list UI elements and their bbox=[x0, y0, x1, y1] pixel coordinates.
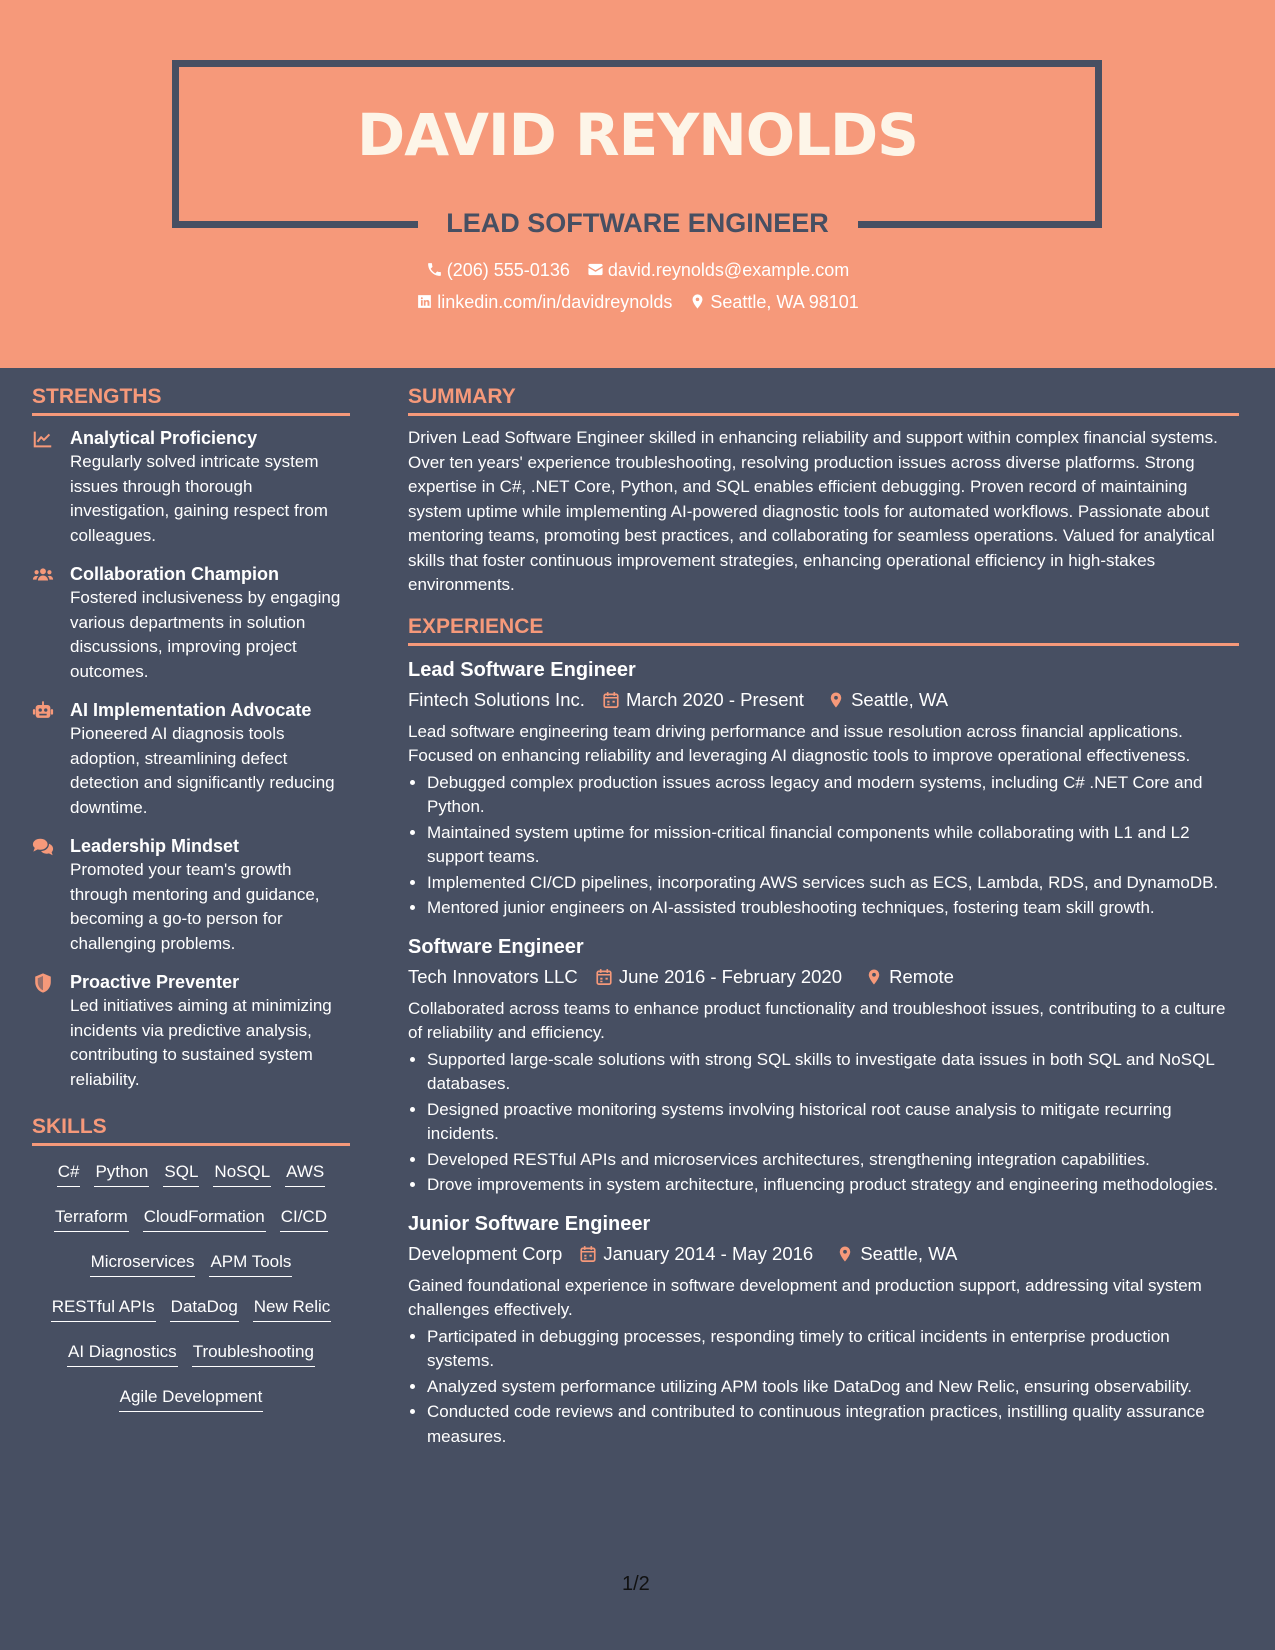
skill-tag: Python bbox=[94, 1160, 149, 1187]
job-position: Software Engineer bbox=[408, 935, 584, 958]
job-meta bbox=[408, 1240, 1239, 1268]
job-bullet: • Drove improvements in system architecture, influencing product strategy and engineering methodologies. bbox=[427, 1173, 1239, 1198]
skill-row bbox=[32, 1385, 350, 1430]
map-pin-icon bbox=[865, 968, 883, 986]
calendar-icon bbox=[595, 968, 613, 986]
page-number: 1/2 bbox=[622, 1573, 650, 1595]
job-location: Remote bbox=[889, 965, 954, 987]
strength-title: Leadership Mindset bbox=[70, 836, 240, 856]
resume-header bbox=[0, 0, 1275, 368]
strength-item bbox=[32, 426, 350, 548]
contact-linkedin[interactable] bbox=[416, 290, 672, 314]
strength-desc: Regularly solved intricate system issues through thorough investigation, gaining respect from colleagues. bbox=[70, 452, 328, 545]
job-bullets bbox=[408, 771, 1239, 921]
job-entry bbox=[408, 1210, 1239, 1450]
robot-icon bbox=[32, 700, 54, 722]
experience-heading: EXPERIENCE bbox=[408, 614, 1239, 646]
strength-desc: Promoted your team's growth through mentoring and guidance, becoming a go-to person for challenging problems. bbox=[70, 860, 320, 953]
phone-text: (206) 555-0136 bbox=[446, 260, 570, 280]
right-column bbox=[408, 384, 1239, 1461]
job-entry bbox=[408, 656, 1239, 921]
job-meta bbox=[408, 963, 1239, 991]
skills-section bbox=[32, 1114, 350, 1430]
job-dates: March 2020 - Present bbox=[626, 688, 804, 710]
left-column bbox=[32, 384, 350, 1430]
contact-location bbox=[689, 290, 858, 314]
strength-title: Analytical Proficiency bbox=[70, 428, 258, 448]
email-text: david.reynolds@example.com bbox=[607, 260, 850, 280]
contact-email[interactable] bbox=[587, 258, 849, 282]
location-text: Seattle, WA 98101 bbox=[710, 292, 859, 312]
job-bullets bbox=[408, 1048, 1239, 1198]
candidate-name: DAVID REYNOLDS bbox=[357, 101, 918, 169]
skill-tag: APM Tools bbox=[209, 1250, 292, 1277]
contact-row-1 bbox=[0, 258, 1275, 282]
job-bullet: • Participated in debugging processes, responding timely to critical incidents in enterprise production systems. bbox=[427, 1325, 1239, 1374]
strength-item bbox=[32, 834, 350, 956]
skill-row bbox=[32, 1295, 350, 1340]
job-description: Gained foundational experience in software development and production support, addressing vital system challenges effectively. bbox=[408, 1275, 1202, 1319]
skill-tag: RESTful APIs bbox=[51, 1295, 156, 1322]
job-position: Lead Software Engineer bbox=[408, 658, 636, 681]
job-bullet: • Conducted code reviews and contributed to continuous integration practices, instilling quality assurance measures. bbox=[427, 1400, 1239, 1449]
job-bullets bbox=[408, 1325, 1239, 1450]
job-title: LEAD SOFTWARE ENGINEER bbox=[446, 208, 829, 238]
job-bullet: • Maintained system uptime for mission-critical financial components while collaborating with L1 and L2 support teams. bbox=[427, 821, 1239, 870]
job-location: Seattle, WA bbox=[860, 1242, 958, 1264]
summary-heading: SUMMARY bbox=[408, 384, 1239, 416]
skill-tag: New Relic bbox=[253, 1295, 332, 1322]
linkedin-text: linkedin.com/in/davidreynolds bbox=[437, 292, 673, 312]
linkedin-icon bbox=[416, 293, 433, 310]
job-dates: June 2016 - February 2020 bbox=[618, 965, 843, 987]
skill-tag: Troubleshooting bbox=[192, 1340, 315, 1367]
contact-phone[interactable] bbox=[426, 258, 570, 282]
skills-heading: SKILLS bbox=[32, 1114, 350, 1146]
job-entry bbox=[408, 933, 1239, 1198]
job-meta bbox=[408, 686, 1239, 714]
strength-item bbox=[32, 970, 350, 1092]
skill-tag: NoSQL bbox=[213, 1160, 271, 1187]
strength-item bbox=[32, 562, 350, 684]
job-description: Lead software engineering team driving performance and issue resolution across financial applications. Focused on enhancing reliability and leveraging AI diagnostic tools to improve operational effectiveness. bbox=[408, 721, 1191, 765]
chart-line-icon bbox=[32, 428, 54, 450]
strength-title: Proactive Preventer bbox=[70, 972, 240, 992]
skill-tag: C# bbox=[57, 1160, 81, 1187]
job-location: Seattle, WA bbox=[851, 688, 949, 710]
skill-row bbox=[32, 1340, 350, 1385]
comments-icon bbox=[32, 836, 54, 858]
map-pin-icon bbox=[836, 1245, 854, 1263]
skill-tag: AWS bbox=[285, 1160, 325, 1187]
job-company: Development Corp bbox=[408, 1242, 563, 1264]
job-company: Fintech Solutions Inc. bbox=[408, 688, 585, 710]
job-bullet: • Supported large-scale solutions with strong SQL skills to investigate data issues in both SQL and NoSQL databases. bbox=[427, 1048, 1239, 1097]
contact-row-2 bbox=[0, 290, 1275, 314]
skill-tag: CloudFormation bbox=[143, 1205, 266, 1232]
job-bullet: • Implemented CI/CD pipelines, incorporating AWS services such as ECS, Lambda, RDS, and DynamoDB. bbox=[427, 871, 1239, 896]
job-bullet: • Developed RESTful APIs and microservices architectures, strengthening integration capabilities. bbox=[427, 1148, 1239, 1173]
skill-tag: SQL bbox=[163, 1160, 199, 1187]
strength-item bbox=[32, 698, 350, 820]
strength-desc: Fostered inclusiveness by engaging various departments in solution discussions, improving project outcomes. bbox=[70, 588, 341, 681]
skill-tag: AI Diagnostics bbox=[67, 1340, 178, 1367]
phone-icon bbox=[426, 261, 443, 278]
skill-tag: Microservices bbox=[90, 1250, 196, 1277]
skill-tag: DataDog bbox=[170, 1295, 239, 1322]
job-dates: January 2014 - May 2016 bbox=[603, 1242, 814, 1264]
strength-desc: Pioneered AI diagnosis tools adoption, streamlining defect detection and significantly reducing downtime. bbox=[70, 724, 335, 817]
skill-row bbox=[32, 1205, 350, 1250]
skill-row bbox=[32, 1160, 350, 1205]
job-position: Junior Software Engineer bbox=[408, 1212, 651, 1235]
job-bullet: • Analyzed system performance utilizing APM tools like DataDog and New Relic, ensuring observability. bbox=[427, 1375, 1239, 1400]
skill-row bbox=[32, 1250, 350, 1295]
map-pin-icon bbox=[827, 691, 845, 709]
skill-tag: Terraform bbox=[54, 1205, 129, 1232]
map-pin-icon bbox=[689, 293, 706, 310]
job-bullet: • Designed proactive monitoring systems involving historical root cause analysis to mitigate recurring incidents. bbox=[427, 1098, 1239, 1147]
envelope-icon bbox=[587, 261, 604, 278]
skill-tag: Agile Development bbox=[119, 1385, 264, 1412]
shield-icon bbox=[32, 972, 54, 994]
strength-title: Collaboration Champion bbox=[70, 564, 279, 584]
strength-desc: Led initiatives aiming at minimizing incidents via predictive analysis, contributing to sustained system reliability. bbox=[70, 996, 332, 1089]
strengths-heading: STRENGTHS bbox=[32, 384, 350, 416]
calendar-icon bbox=[602, 691, 620, 709]
job-company: Tech Innovators LLC bbox=[408, 965, 578, 987]
job-bullet: • Mentored junior engineers on AI-assisted troubleshooting techniques, fostering team skill growth. bbox=[427, 896, 1239, 921]
strength-title: AI Implementation Advocate bbox=[70, 700, 312, 720]
skill-tag: CI/CD bbox=[280, 1205, 328, 1232]
job-bullet: • Debugged complex production issues across legacy and modern systems, including C# .NET Core and Python. bbox=[427, 771, 1239, 820]
calendar-icon bbox=[579, 1245, 597, 1263]
summary-text: Driven Lead Software Engineer skilled in enhancing reliability and support within complex financial systems. Over ten years' experience troubleshooting, resolving production issues across diverse platforms. Strong expertise in C#, .NET Core, Python, and SQL enables efficient debugging. Proven record of maintaining system uptime while implementing AI-powered diagnostic tools for automated workflows. Passionate about mentoring teams, promoting best practices, and collaborating for seamless operations. Valued for analytical skills that foster continuous improvement strategies, enhancing operational efficiency in high-stakes environments. bbox=[408, 428, 1218, 594]
users-icon bbox=[32, 564, 54, 586]
job-description: Collaborated across teams to enhance product functionality and troubleshoot issues, contributing to a culture of reliability and efficiency. bbox=[408, 998, 1226, 1042]
